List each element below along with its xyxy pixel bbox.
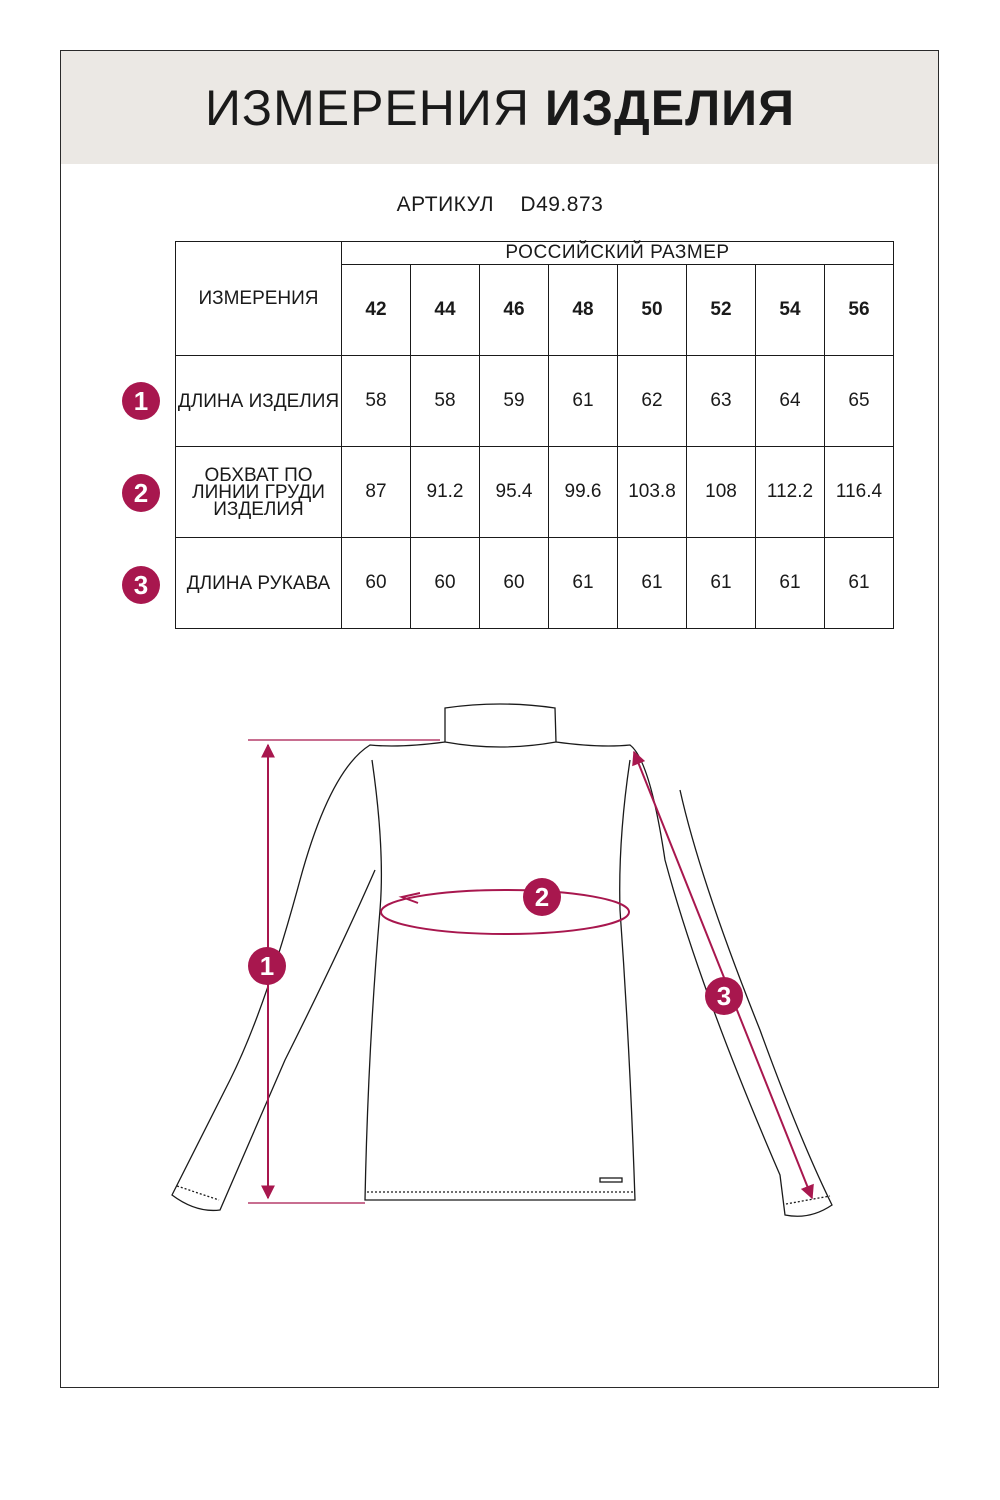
row-number-badge: 2: [122, 474, 160, 512]
table-cell: 62: [618, 356, 687, 447]
size-header: 54: [756, 265, 825, 356]
table-cell: 61: [825, 538, 894, 629]
table-cell: 61: [549, 538, 618, 629]
table-cell: 61: [618, 538, 687, 629]
size-header: 52: [687, 265, 756, 356]
table-cell: 95.4: [480, 447, 549, 538]
table-cell: 59: [480, 356, 549, 447]
title-light: ИЗМЕРЕНИЯ: [204, 80, 530, 136]
row-label: ДЛИНА ИЗДЕЛИЯ: [176, 356, 342, 447]
table-cell: 60: [480, 538, 549, 629]
size-header: 48: [549, 265, 618, 356]
size-header: 44: [411, 265, 480, 356]
table-cell: 108: [687, 447, 756, 538]
diagram-marker: 2: [523, 878, 561, 916]
table-cell: 64: [756, 356, 825, 447]
size-header: 46: [480, 265, 549, 356]
title-bold: ИЗДЕЛИЯ: [544, 80, 796, 136]
table-cell: 61: [687, 538, 756, 629]
chest-ellipse: [381, 890, 629, 934]
table-cell: 112.2: [756, 447, 825, 538]
table-cell: 58: [342, 356, 411, 447]
table-cell: 61: [756, 538, 825, 629]
table-cell: 60: [411, 538, 480, 629]
table-cell: 87: [342, 447, 411, 538]
measurement-lines: [248, 740, 812, 1203]
row-number-badge: 3: [122, 566, 160, 604]
corner-label: ИЗМЕРЕНИЯ: [176, 242, 342, 356]
diagram-marker: 1: [248, 947, 286, 985]
article-label: АРТИКУЛ: [396, 193, 495, 216]
table-cell: 91.2: [411, 447, 480, 538]
size-header: 42: [342, 265, 411, 356]
table-cell: 65: [825, 356, 894, 447]
table-cell: 60: [342, 538, 411, 629]
table-cell: 63: [687, 356, 756, 447]
table-cell: 103.8: [618, 447, 687, 538]
diagram-marker: 3: [705, 977, 743, 1015]
sleeve-arrow: [634, 752, 812, 1198]
table-cell: 58: [411, 356, 480, 447]
size-header: 50: [618, 265, 687, 356]
article-code: D49.873: [520, 193, 604, 216]
size-header: 56: [825, 265, 894, 356]
table-cell: 116.4: [825, 447, 894, 538]
table-cell: 99.6: [549, 447, 618, 538]
row-number-badge: 1: [122, 382, 160, 420]
size-group-header: РОССИЙСКИЙ РАЗМЕР: [342, 242, 894, 265]
row-label: ДЛИНА РУКАВА: [176, 538, 342, 629]
row-label: ОБХВАТ ПО ЛИНИИ ГРУДИ ИЗДЕЛИЯ: [176, 447, 342, 538]
table-cell: 61: [549, 356, 618, 447]
